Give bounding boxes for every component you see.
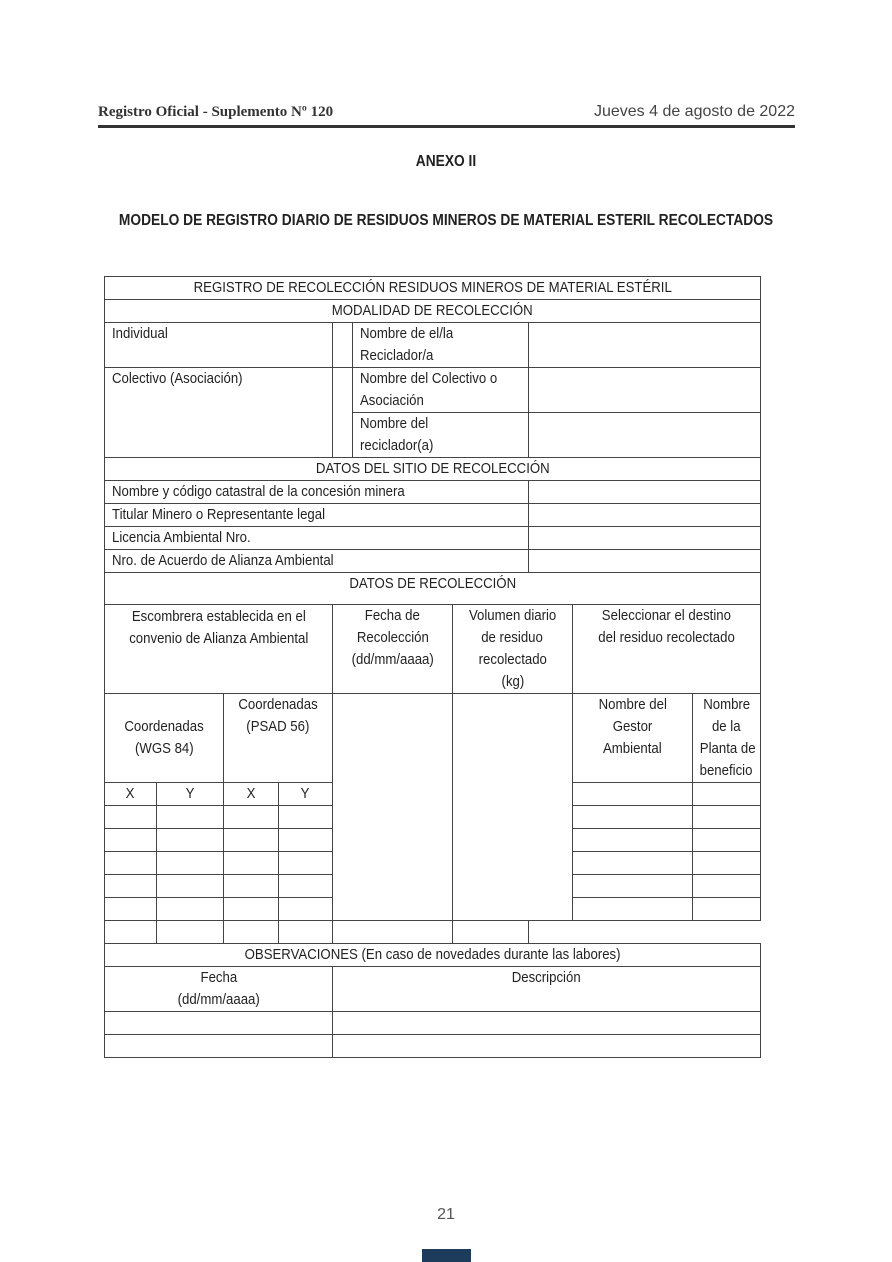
collective-recycler-field[interactable] [529, 413, 761, 458]
individual-label: Individual [105, 323, 333, 368]
observation-date-header: Fecha (dd/mm/aaaa) [105, 967, 333, 1012]
recycler-name-field[interactable] [529, 323, 761, 368]
plant-cell[interactable] [693, 852, 761, 875]
psad-x-cell[interactable] [224, 921, 279, 944]
wgs-x-cell[interactable] [105, 921, 157, 944]
wgs-y-cell[interactable] [157, 829, 224, 852]
observations-heading: OBSERVACIONES (En caso de novedades durante las labores) [105, 944, 761, 967]
psad-y-cell[interactable] [279, 898, 333, 921]
site-field-license[interactable] [529, 527, 761, 550]
gestor-cell[interactable] [573, 806, 693, 829]
table-row [105, 921, 761, 944]
collection-date-header: Fecha de Recolección (dd/mm/aaaa) [333, 605, 453, 694]
site-row [105, 504, 761, 527]
wgs-y-label: Y [157, 783, 224, 806]
wgs-y-cell[interactable] [157, 852, 224, 875]
observation-row [105, 1035, 761, 1058]
wgs-x-cell[interactable] [105, 829, 157, 852]
recycler-name-label: Nombre de el/la Reciclador/a [353, 323, 529, 368]
plant-cell[interactable] [693, 875, 761, 898]
collective-name-field[interactable] [529, 368, 761, 413]
wgs-x-cell[interactable] [105, 875, 157, 898]
site-label-titular: Titular Minero o Representante legal [105, 504, 529, 527]
psad56-header: Coordenadas (PSAD 56) [224, 694, 333, 783]
plant-cell[interactable] [453, 921, 529, 944]
gestor-cell[interactable] [573, 852, 693, 875]
site-field-concession[interactable] [529, 481, 761, 504]
collection-date-column[interactable] [333, 694, 453, 921]
form-title-row [105, 277, 761, 300]
site-field-titular[interactable] [529, 504, 761, 527]
modality-heading: MODALIDAD DE RECOLECCIÓN [105, 300, 761, 323]
plant-cell[interactable] [693, 898, 761, 921]
modality-heading-row [105, 300, 761, 323]
observation-description-cell[interactable] [333, 1012, 761, 1035]
psad-y-cell[interactable] [279, 806, 333, 829]
psad-x-cell[interactable] [224, 852, 279, 875]
gestor-cell[interactable] [573, 898, 693, 921]
collective-recycler-label: Nombre del reciclador(a) [353, 413, 529, 458]
site-label-agreement: Nro. de Acuerdo de Alianza Ambiental [105, 550, 529, 573]
publication-title: Registro Oficial - Suplemento Nº 120 [98, 104, 334, 120]
daily-volume-header: Volumen diario de residuo recolectado (kg) [453, 605, 573, 694]
site-row [105, 481, 761, 504]
publication-date: Jueves 4 de agosto de 2022 [593, 103, 795, 120]
gestor-cell[interactable] [573, 829, 693, 852]
modality-individual-row [105, 323, 761, 368]
form-title: REGISTRO DE RECOLECCIÓN RESIDUOS MINEROS DE MATERIAL ESTÉRIL [105, 277, 761, 300]
individual-check-box[interactable] [333, 323, 353, 368]
site-field-agreement[interactable] [529, 550, 761, 573]
site-row [105, 527, 761, 550]
page-number: 21 [437, 1206, 455, 1223]
gestor-cell[interactable] [333, 921, 453, 944]
wgs-y-cell[interactable] [157, 875, 224, 898]
plant-header: Nombre de la Planta de beneficio [693, 694, 761, 783]
psad-y-cell[interactable] [279, 921, 333, 944]
gestor-cell[interactable] [573, 875, 693, 898]
psad-x-label: X [224, 783, 279, 806]
daily-volume-column[interactable] [453, 694, 573, 921]
collective-name-label: Nombre del Colectivo o Asociación [353, 368, 529, 413]
wgs-x-label: X [105, 783, 157, 806]
psad-x-cell[interactable] [224, 806, 279, 829]
header-divider [98, 125, 795, 128]
gestor-header: Nombre del Gestor Ambiental [573, 694, 693, 783]
psad-y-cell[interactable] [279, 875, 333, 898]
wgs-x-cell[interactable] [105, 898, 157, 921]
coordinates-header-row [105, 694, 761, 783]
wgs-x-cell[interactable] [105, 806, 157, 829]
page-footer-bar [422, 1249, 471, 1262]
wgs-y-cell[interactable] [157, 806, 224, 829]
site-heading: DATOS DEL SITIO DE RECOLECCIÓN [105, 458, 761, 481]
psad-y-cell[interactable] [279, 829, 333, 852]
wgs-y-cell[interactable] [157, 921, 224, 944]
plant-cell[interactable] [693, 829, 761, 852]
collective-label: Colectivo (Asociación) [105, 368, 333, 458]
modality-collective-row [105, 368, 761, 413]
observation-row [105, 1012, 761, 1035]
plant-cell[interactable] [693, 806, 761, 829]
collection-heading-row [105, 573, 761, 605]
registration-form-table [104, 276, 761, 1058]
model-title: MODELO DE REGISTRO DIARIO DE RESIDUOS MINEROS DE MATERIAL ESTERIL RECOLECTADOS [118, 212, 774, 229]
observation-description-cell[interactable] [333, 1035, 761, 1058]
gestor-cell[interactable] [573, 783, 693, 806]
observations-header-row [105, 967, 761, 1012]
psad-x-cell[interactable] [224, 875, 279, 898]
annex-title: ANEXO II [415, 153, 477, 170]
observation-date-cell[interactable] [105, 1035, 333, 1058]
observations-heading-row [105, 944, 761, 967]
psad-y-label: Y [279, 783, 333, 806]
site-label-concession: Nombre y código catastral de la concesión minera [105, 481, 529, 504]
site-heading-row [105, 458, 761, 481]
psad-y-cell[interactable] [279, 852, 333, 875]
destination-header: Seleccionar el destino del residuo recolectado [573, 605, 761, 694]
site-label-license: Licencia Ambiental Nro. [105, 527, 529, 550]
psad-x-cell[interactable] [224, 829, 279, 852]
plant-cell[interactable] [693, 783, 761, 806]
collection-header-row [105, 605, 761, 694]
escombrera-header: Escombrera establecida en el convenio de Alianza Ambiental [105, 605, 333, 694]
observation-date-cell[interactable] [105, 1012, 333, 1035]
site-row [105, 550, 761, 573]
psad-x-cell[interactable] [224, 898, 279, 921]
observation-description-header: Descripción [333, 967, 761, 1012]
collective-check-box[interactable] [333, 368, 353, 458]
wgs84-header: Coordenadas (WGS 84) [105, 694, 224, 783]
wgs-y-cell[interactable] [157, 898, 224, 921]
wgs-x-cell[interactable] [105, 852, 157, 875]
collection-heading: DATOS DE RECOLECCIÓN [105, 573, 761, 605]
